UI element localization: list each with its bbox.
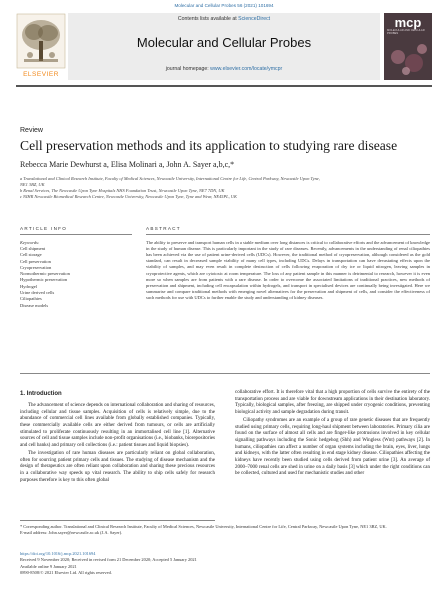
article-info-rule xyxy=(20,234,132,235)
homepage-prefix: journal homepage: xyxy=(165,66,211,72)
body-column-left xyxy=(20,390,215,486)
contents-prefix: Contents lists available at xyxy=(177,16,239,22)
body-paragraph: collaborative effort. It is therefore vital that a high proportion of cells survive the entirety of the transportation process and are viable for downstream applications in their destination laboratory. Typically, biological samples, after freezing, are shipped under cryogenic conditions, preventing biological activity and sample degradation during transit. xyxy=(235,390,430,416)
keyword: Cell storage xyxy=(20,252,42,258)
footnote-rule xyxy=(20,520,215,521)
running-head: Molecular and Cellular Probes 56 (2021) 101694 xyxy=(174,3,274,8)
footnote xyxy=(20,524,430,536)
corresponding-author-note: * Corresponding author. Translational and Clinical Research Institute, Faculty of Medical Sciences, Newcastle University, International Centre for Life, Central Parkway, Newcastle Upon Tyne, NE1 3BZ, UK. xyxy=(20,524,387,529)
keyword: Disease models xyxy=(20,302,49,308)
affiliation-line: c NIHR Newcastle Biomedical Research Centre, Newcastle University, Newcastle Upon Tyne, Tyne and Wear, NE45PL, UK xyxy=(20,193,237,199)
elsevier-tree-logo xyxy=(16,13,66,80)
masthead-rule xyxy=(16,85,432,87)
publisher-name: ELSEVIER xyxy=(23,71,59,78)
received-dates: Received 9 November 2020; Received in revised form 21 December 2020; Accepted 5 January 2021 xyxy=(20,557,197,563)
doi-link[interactable]: https://doi.org/10.1016/j.mcp.2021.101694 xyxy=(20,551,96,556)
journal-title: Molecular and Cellular Probes xyxy=(136,35,312,50)
article-type: Review xyxy=(20,127,43,134)
abstract-bottom-rule xyxy=(20,373,430,374)
cover-logo: mcp xyxy=(394,15,422,30)
keyword: Cryopreservation xyxy=(20,264,52,270)
keyword: Cell preservation xyxy=(20,258,51,264)
body-paragraph: The advancement of science depends on international collaboration and sharing of resources, including cellular and tissue samples. Acquisition of cells is relatively simple, due to the abundance of commercial cell lines available from globally established companies. Typically, these commercially available cells are either derived from tumours, or cells are artificially stimulated to proliferate continuously resulting in an immortalised cell line [1]. Alternative sources of cell and tissue samples include non-profit organisations (i.e., biobanks, biorepositories and cell banks) and primary cell collections (i.e.: patient tissues and liquid biopsies). xyxy=(20,403,215,449)
article-title: Cell preservation methods and its application to studying rare disease xyxy=(20,138,398,153)
cover-artwork xyxy=(384,13,432,80)
abstract-rule xyxy=(146,234,430,235)
journal-masthead xyxy=(16,13,432,81)
keyword: Normothermic preservation xyxy=(20,271,70,277)
affiliation-line: a Translational and Clinical Research Institute, Faculty of Medical Sciences, Newcastle University, International Centre for Life, Central Parkway, Newcastle Upon Tyne, xyxy=(20,176,320,181)
copyright: 0890-8508/© 2021 Elsevier Ltd. All rights reserved. xyxy=(20,570,112,576)
affiliation-line: b Renal Services, The Newcastle Upon Tyne Hospitals NHS Foundation Trust, Newcastle Upon Tyne, NE7 7DN, UK xyxy=(20,187,225,193)
body-paragraph: The investigation of rare human diseases are particularly reliant on global collaboration, often for sourcing patient primary cells and tissues. The studying of disease mechanism and the design of therapeutics are often reliant upon collaboration and sharing these precious resources in a collaborative way speeds up vital research. The ability to ship cells safely for research purposes therefore is key to this often global xyxy=(20,451,215,483)
journal-cover-thumbnail xyxy=(384,13,432,80)
body-column-right xyxy=(235,390,430,479)
affiliations xyxy=(20,176,430,200)
keyword: Urine derived cells xyxy=(20,290,55,296)
cover-subtitle: MOLECULAR AND CELLULAR PROBES xyxy=(387,29,425,35)
keyword: Hydrogel xyxy=(20,283,37,289)
email-note: E-mail address: John.sayer@newcastle.ac.uk (J.A. Sayer). xyxy=(20,529,123,535)
keyword: Cell shipment xyxy=(20,246,46,251)
available-online: Available online 9 January 2021 xyxy=(20,563,77,569)
journal-homepage-line xyxy=(68,66,380,72)
article-metadata xyxy=(20,551,430,577)
article-info-heading: ARTICLE INFO xyxy=(20,226,68,231)
tree-logo-graphic xyxy=(16,13,66,69)
keyword-list xyxy=(20,246,132,309)
body-paragraph: Ciliopathy syndromes are an example of a group of rare genetic diseases that are frequently studied using primary cells, requiring long-haul shipment between laboratories. Primary cilia are found on the surface of almost all cells and are finger-like protrusions involved in key cellular signalling pathways including the Sonic hedgehog (Shh) and Wingless (Wnt) pathways [2]. In humans, ciliopathies can affect a number of organ systems including the brain, eyes, liver, lungs and kidneys, with the latter often resulting in end stage kidney disease. Ciliopathies affecting the kidneys have recently been studied using cells derived from patient urine [3]. An average of 2000–7000 renal cells are shed in urine on a daily basis [3] which under the right conditions can be collected, cultured and used for mechanistic studies and other xyxy=(235,417,430,477)
affiliation-line: NE1 3BZ, UK xyxy=(20,181,45,187)
keyword: Hypothermic preservation xyxy=(20,277,68,283)
abstract-heading: ABSTRACT xyxy=(146,226,181,231)
journal-homepage-link[interactable]: www.elsevier.com/locate/ymcpr xyxy=(210,66,283,72)
contents-line xyxy=(68,16,380,22)
keyword: Ciliopathies xyxy=(20,296,42,302)
abstract-text: The ability to preserve and transport human cells in a stable medium over long distances is critical to collaborative efforts and the advancement of knowledge in the study of human disease. This is particularly important in the study of rare diseases. Recently, advancements in the understanding of renal ciliopathies has been achieved via the use of patient urine-derived cells (UDCs). However, the traditional method of cryopreservation, although considered as the gold standard, can result in decreased sample viability of many cell types, including UDCs. Delays in transportation can have devastating effects upon the viability of samples, and may even result in complete destruction of cells following evaporation of dry ice or liquid nitrogen, leaving samples in cryoprotective agents, which are cytotoxic at room temperature. The loss of any patient sample in this manner is detrimental to research, however it is even more so when samples are from patients with a rare disease. In order to overcome the associated limitations of traditional practices, new methods of preservation and shipment, including cell encapsulation within hydrogels, and transport in specialised devices are continually being investigated. Here we summarise and compare traditional methods with emerging novel alternatives for the preservation and shipment of cells, and consider the effectiveness of such methods for use with UDCs to further enable the study and understanding of kidney diseases. xyxy=(146,240,430,300)
keywords-label: Keywords: xyxy=(20,240,40,245)
sciencedirect-link[interactable]: ScienceDirect xyxy=(238,16,271,22)
author-list: Rebecca Marie Dewhurst a, Elisa Molinari a, John A. Sayer a,b,c,* xyxy=(20,160,235,169)
section-heading-introduction: 1. Introduction xyxy=(20,391,62,397)
